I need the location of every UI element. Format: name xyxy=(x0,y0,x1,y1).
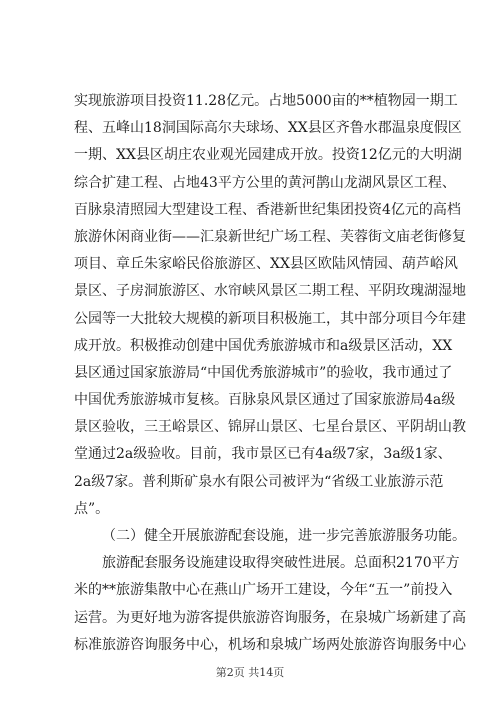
document-body xyxy=(74,88,466,659)
section-heading: （二）健全开展旅游配套设施，进一步完善旅游服务功能。 xyxy=(102,528,466,544)
text-line-4: 综合扩建工程、占地43平方公里的黄河鹊山龙湖风景区工程、 xyxy=(74,174,456,191)
text-line-15: 2a级7家。普利斯矿泉水有限公司被评为“省级工业旅游示范 xyxy=(74,473,444,490)
text-line-5: 百脉泉清照园大型建设工程、香港新世纪集团投资4亿元的高档 xyxy=(74,201,461,218)
text-line-18: 旅游配套服务设施建设取得突破性进展。总面积2170平方 xyxy=(102,555,460,572)
text-line-8: 景区、子房洞旅游区、水帘峡风景区二期工程、平阴玫瑰湖湿地 xyxy=(74,283,466,300)
text-line-3: 一期、XX县区胡庄农业观光园建成开放。投资12亿元的大明湖 xyxy=(74,147,462,164)
text-line-21: 标准旅游咨询服务中心，机场和泉城广场两处旅游咨询服务中心 xyxy=(74,636,466,653)
text-line-10: 成开放。积极推动创建中国优秀旅游城市和a级景区活动，XX xyxy=(74,337,453,354)
text-line-13: 景区验收，三王峪景区、锦屏山景区、七星台景区、平阴胡山教 xyxy=(74,419,466,436)
text-line-9: 公园等一大批较大规模的新项目积极施工，其中部分项目今年建 xyxy=(74,310,466,327)
text-line-7: 项目、章丘朱家峪民俗旅游区、XX县区欧陆风情园、葫芦峪风 xyxy=(74,256,458,273)
text-line-6: 旅游休闲商业街——汇泉新世纪广场工程、芙蓉街文庙老街修复 xyxy=(74,228,466,245)
text-line-2: 程、五峰山18洞国际高尔夫球场、XX县区齐鲁水郡温泉度假区 xyxy=(74,120,462,137)
page-number-footer: 第2页 共14页 xyxy=(215,666,285,679)
text-line-14: 堂通过2a级验收。目前，我市景区已有4a级7家，3a级1家、 xyxy=(74,446,452,463)
text-line-16: 点”。 xyxy=(74,500,110,517)
text-line-12: 中国优秀旅游城市复核。百脉泉风景区通过了国家旅游局4a级 xyxy=(74,392,456,409)
text-line-1: 实现旅游项目投资11.28亿元。占地5000亩的**植物园一期工 xyxy=(74,93,458,109)
text-line-19: 米的**旅游集散中心在燕山广场开工建设，今年“五一”前投入 xyxy=(74,582,453,599)
text-line-20: 运营。为更好地为游客提供旅游咨询服务，在泉城广场新建了高 xyxy=(74,609,466,626)
text-line-11: 县区通过国家旅游局“中国优秀旅游城市”的验收，我市通过了 xyxy=(74,364,453,381)
